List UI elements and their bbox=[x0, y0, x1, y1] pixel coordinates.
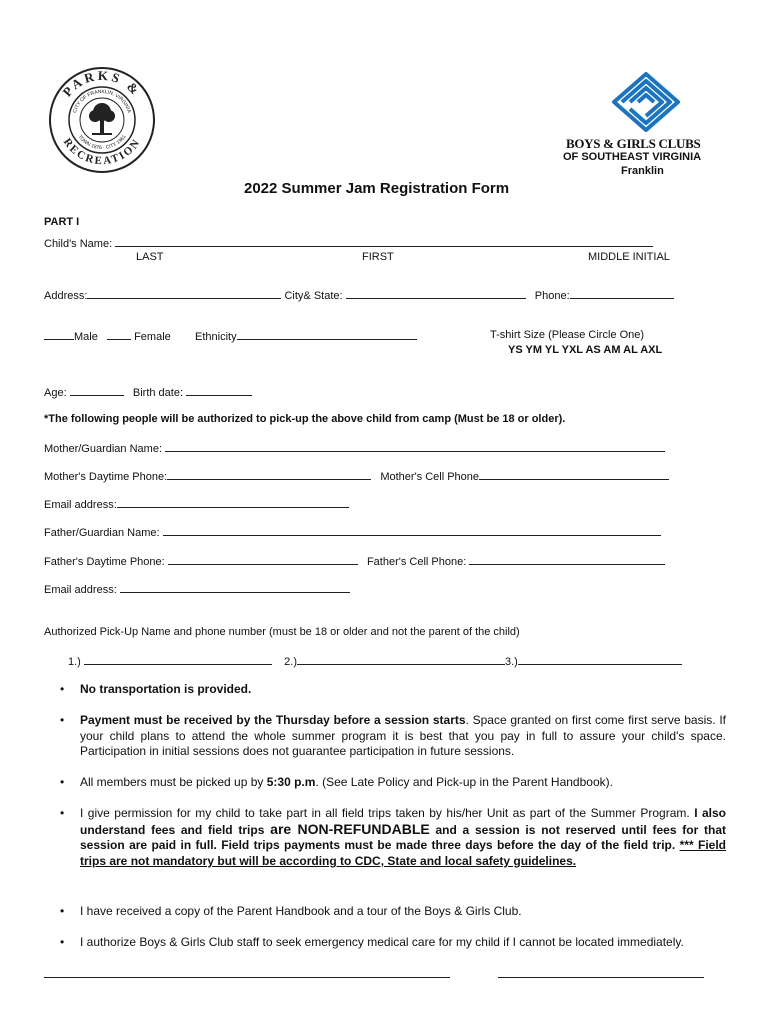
trips-nonrefundable: are NON-REFUNDABLE bbox=[270, 820, 430, 837]
mother-email-field[interactable] bbox=[117, 497, 349, 508]
birth-date-label: Birth date: bbox=[132, 387, 184, 399]
phone-field[interactable] bbox=[570, 288, 674, 299]
email-label-father: Email address: bbox=[44, 584, 117, 596]
parent-signature-line[interactable] bbox=[44, 977, 450, 978]
form-title: 2022 Summer Jam Registration Form bbox=[244, 180, 510, 197]
father-cell-field[interactable] bbox=[469, 554, 665, 565]
email-label-mother: Email address: bbox=[44, 499, 117, 511]
ethnicity-label: Ethnicity bbox=[195, 331, 237, 343]
child-name-label: Child's Name: bbox=[44, 238, 113, 250]
trips-bold-1: I also understand fees and field trips bbox=[80, 806, 726, 837]
auth-pickup-label: Authorized Pick-Up Name and phone number (must be 18 or older and not the parent of the child) bbox=[44, 626, 520, 638]
bullet-icon: • bbox=[60, 713, 65, 727]
pickup-number-1: 1.) bbox=[68, 656, 81, 668]
bullet-transport: No transportation is provided. bbox=[80, 682, 252, 696]
trips-cdc-note: *** Field trips are not mandatory but will be according to CDC, State and local safety guidelines. bbox=[80, 838, 726, 868]
seal-inner-top: CITY OF FRANKLIN, VIRGINIA bbox=[72, 88, 132, 114]
bullet-icon: • bbox=[60, 775, 65, 789]
address-label: Address: bbox=[44, 290, 88, 302]
bullet-icon: • bbox=[60, 904, 65, 918]
first-name-caption: FIRST bbox=[362, 251, 394, 263]
bgc-region: OF SOUTHEAST VIRGINIA bbox=[563, 151, 702, 163]
bullet-handbook: I have received a copy of the Parent Handbook and a tour of the Boys & Girls Club. bbox=[80, 904, 522, 918]
pickup-pre: All members must be picked up by bbox=[80, 775, 267, 789]
mother-name-label: Mother/Guardian Name: bbox=[44, 443, 162, 455]
mother-cell-field[interactable] bbox=[479, 469, 669, 480]
father-name-field[interactable] bbox=[163, 525, 661, 536]
father-name-label: Father/Guardian Name: bbox=[44, 527, 160, 539]
tree-icon bbox=[89, 103, 115, 135]
payment-bold: Payment must be received by the Thursday before a session starts bbox=[80, 713, 466, 727]
tshirt-sizes[interactable]: YS YM YL YXL AS AM AL AXL bbox=[508, 344, 663, 356]
female-label: Female bbox=[134, 331, 171, 343]
pickup-post: . (See Late Policy and Pick-up in the Parent Handbook). bbox=[315, 775, 613, 789]
age-field[interactable] bbox=[70, 385, 124, 396]
pickup-number-2: 2.) bbox=[284, 656, 297, 668]
pickup-field-2[interactable] bbox=[297, 654, 505, 665]
female-check-field[interactable] bbox=[107, 329, 131, 340]
last-name-caption: LAST bbox=[136, 251, 164, 263]
father-cell-label: Father's Cell Phone: bbox=[366, 556, 467, 568]
signature-date-line[interactable] bbox=[498, 977, 704, 978]
tshirt-label: T-shirt Size (Please Circle One) bbox=[490, 329, 645, 341]
payment-rest: . Space granted on first come first serve basis. If your child plans to attend the whole summer program it is best that you pay in full to assure your child's space. Participation in initial sessions does not guarantee participation in future sessions. bbox=[80, 713, 726, 759]
ethnicity-field[interactable] bbox=[237, 329, 417, 340]
pickup-field-3[interactable] bbox=[518, 654, 682, 665]
pickup-time: 5:30 p.m bbox=[266, 775, 316, 789]
trips-bold-2: and a session is not reserved until fees for that session are paid in full. Field trips payments must be made three days before the day of the field trip bbox=[80, 822, 727, 853]
father-email-field[interactable] bbox=[120, 582, 350, 593]
address-field[interactable] bbox=[87, 288, 281, 299]
pickup-notice: *The following people will be authorized to pick-up the above child from camp (Must be 18 or older). bbox=[44, 413, 566, 425]
birth-date-field[interactable] bbox=[186, 385, 252, 396]
bullet-icon: • bbox=[60, 806, 65, 820]
trips-pre: I give permission for my child to take part in all field trips taken by his/her Unit as part of the Summer Program. bbox=[80, 806, 695, 820]
mother-day-phone-label: Mother's Daytime Phone: bbox=[44, 471, 168, 483]
seal-bottom-text: RECREATION bbox=[60, 136, 144, 168]
city-state-field[interactable] bbox=[346, 288, 526, 299]
child-name-field[interactable] bbox=[115, 236, 653, 247]
male-check-field[interactable] bbox=[44, 329, 74, 340]
age-label: Age: bbox=[44, 387, 67, 399]
bgc-logo-icon bbox=[610, 70, 682, 134]
bgc-unit: Franklin bbox=[621, 165, 664, 177]
mother-day-phone-field[interactable] bbox=[167, 469, 371, 480]
phone-label: Phone: bbox=[534, 290, 570, 302]
bullet-medical: I authorize Boys & Girls Club staff to seek emergency medical care for my child if I cannot be located immediately. bbox=[80, 935, 684, 949]
bullet-payment bbox=[80, 713, 726, 760]
city-state-label: City& State: bbox=[284, 290, 343, 302]
father-day-phone-label: Father's Daytime Phone: bbox=[44, 556, 165, 568]
bullet-icon: • bbox=[60, 682, 65, 696]
pickup-field-1[interactable] bbox=[84, 654, 272, 665]
bullet-icon: • bbox=[60, 935, 65, 949]
parks-recreation-seal bbox=[48, 66, 156, 174]
middle-initial-caption: MIDDLE INITIAL bbox=[588, 251, 670, 263]
bgc-name: BOYS & GIRLS CLUBS bbox=[566, 136, 701, 151]
father-day-phone-field[interactable] bbox=[168, 554, 358, 565]
male-label: Male bbox=[74, 331, 98, 343]
mother-name-field[interactable] bbox=[165, 441, 665, 452]
bullet-pickup bbox=[80, 775, 726, 791]
pickup-number-3: 3.) bbox=[504, 656, 518, 668]
trips-dot: . bbox=[671, 838, 680, 853]
seal-top-text: PARKS & bbox=[59, 67, 145, 100]
mother-cell-label: Mother's Cell Phone bbox=[380, 471, 480, 483]
seal-inner-bottom: TOWN 1876 · CITY 1961 bbox=[76, 134, 128, 152]
bullet-field-trips bbox=[80, 806, 726, 869]
part-heading: PART I bbox=[44, 216, 80, 228]
